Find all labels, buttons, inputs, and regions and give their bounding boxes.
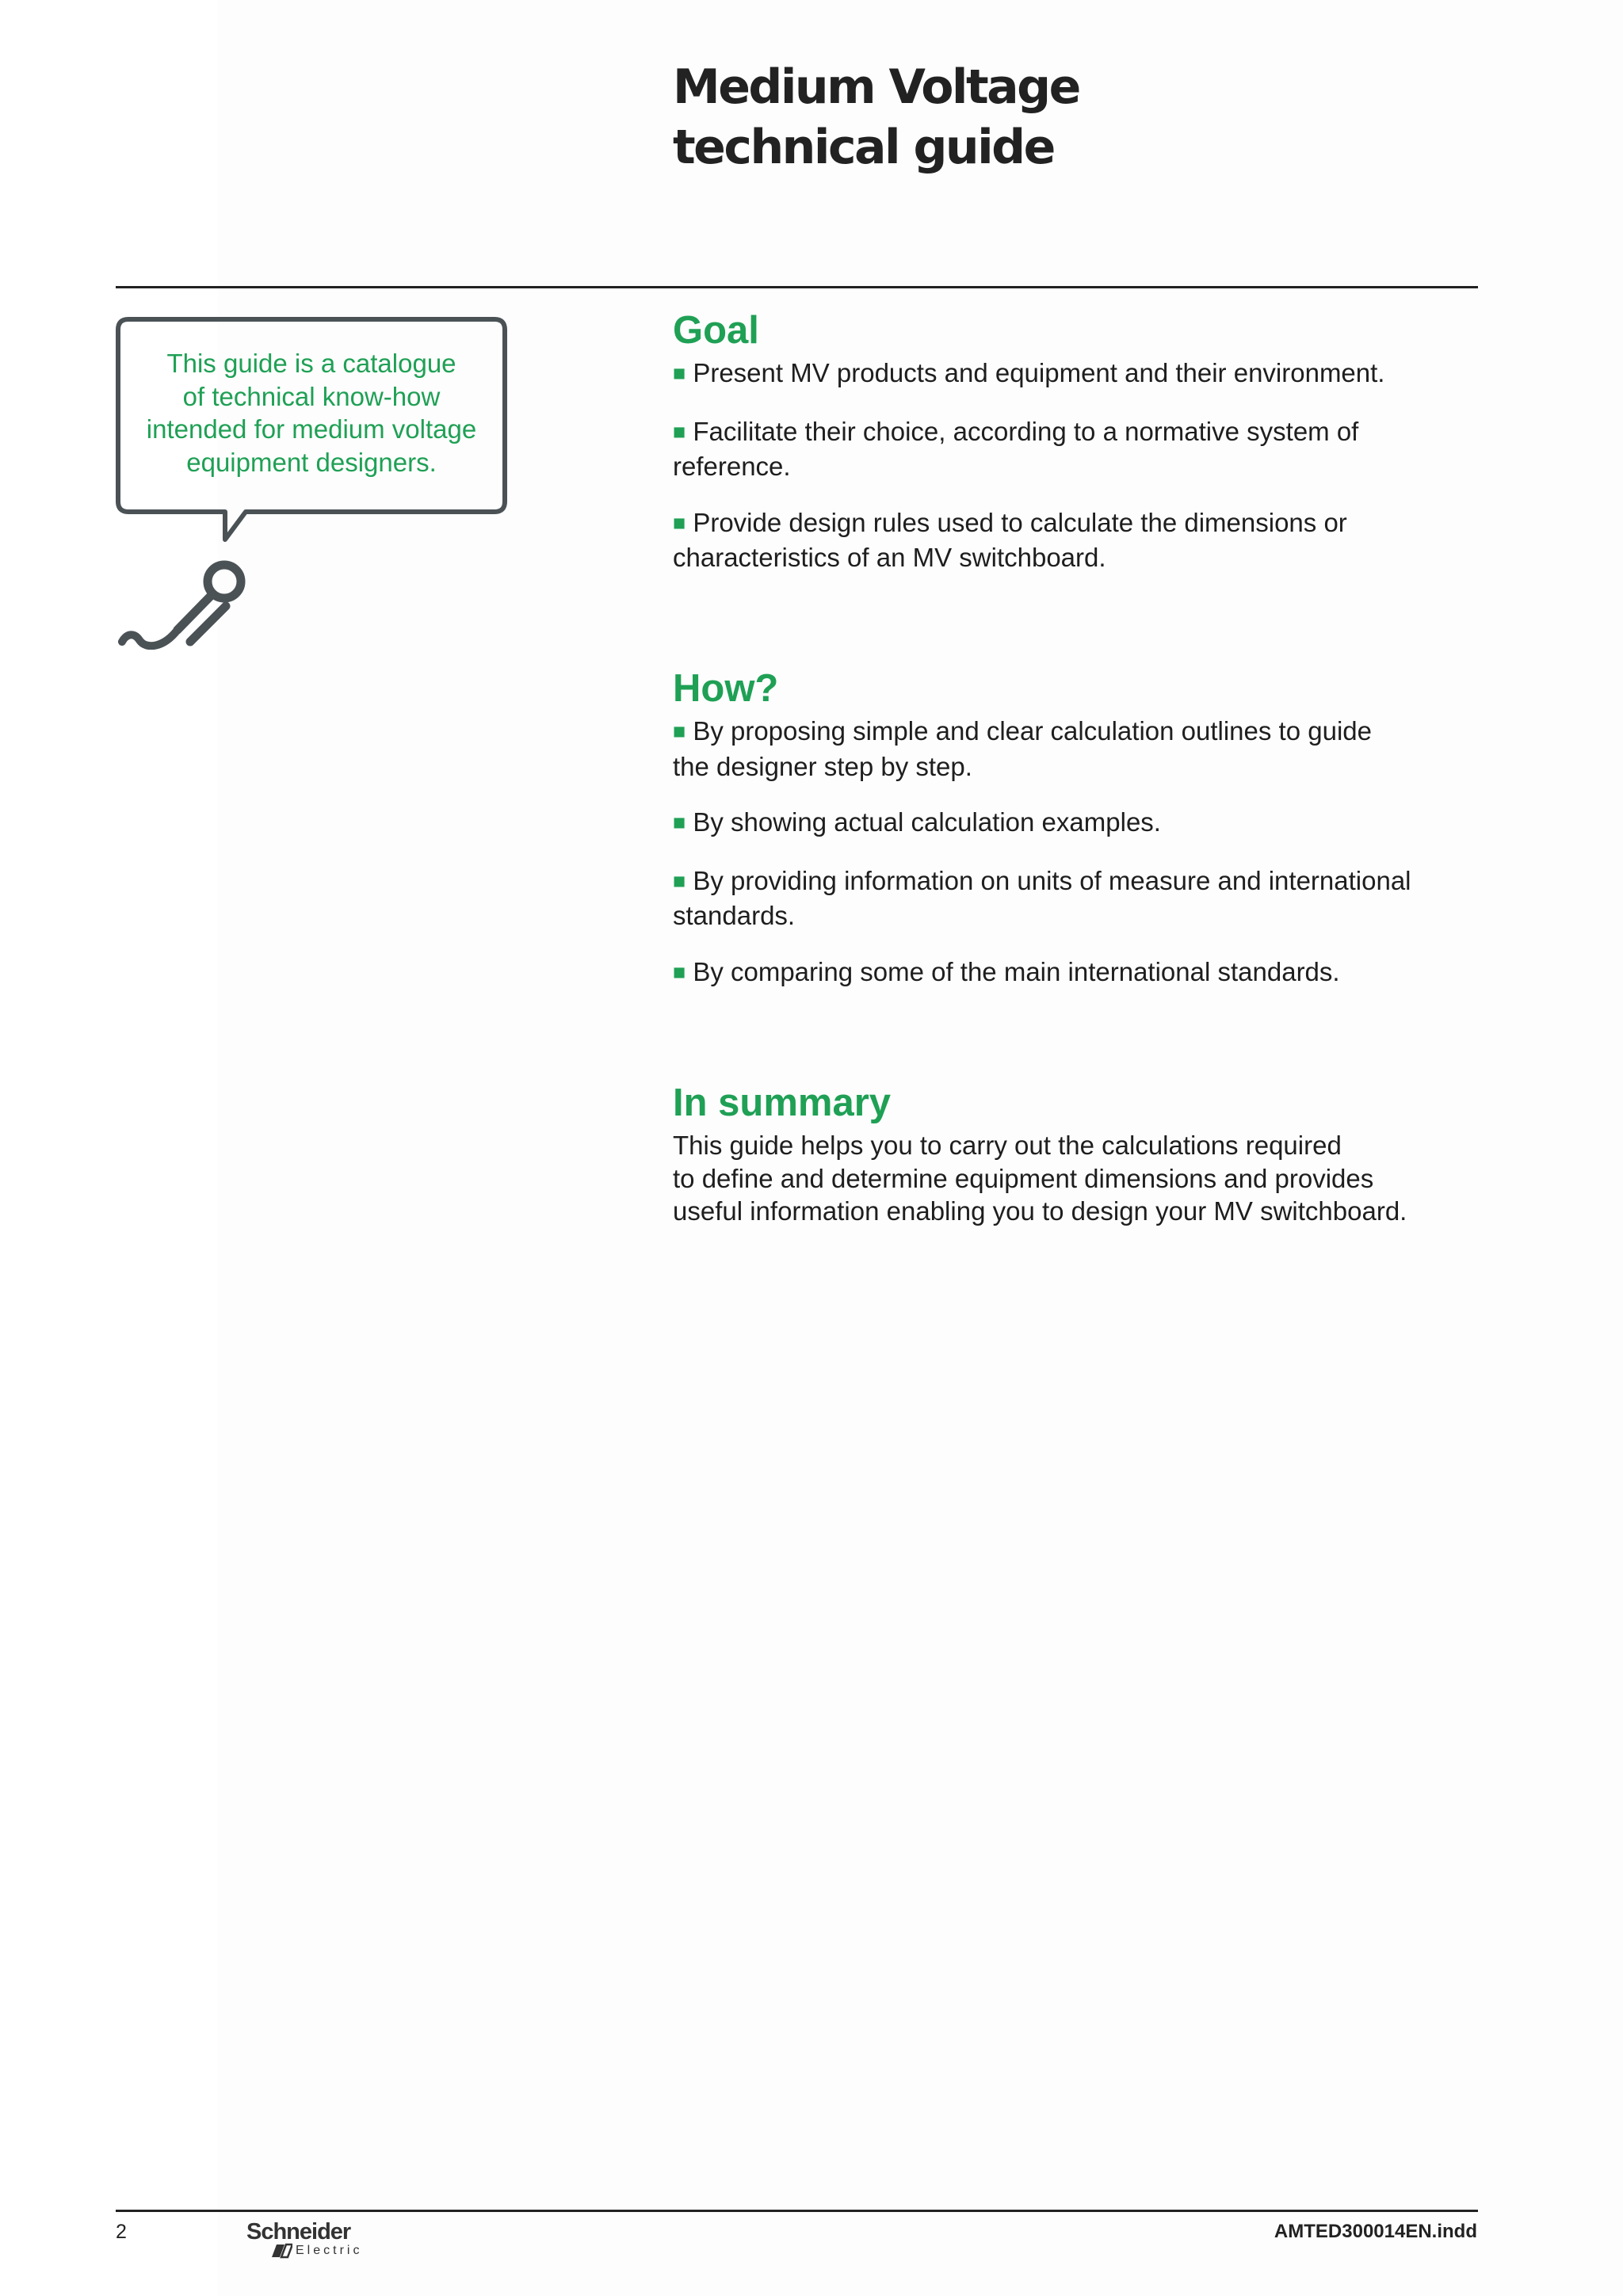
callout-box <box>116 317 507 650</box>
how-heading: How? <box>673 667 779 710</box>
bullet-square-icon: ■ <box>673 510 686 535</box>
how-bullet-2-text: By showing actual calculation examples. <box>693 807 1161 837</box>
summary-line-1: This guide helps you to carry out the calculations required <box>673 1131 1342 1160</box>
how-bullet-3-text: By providing information on units of measure and international standards. <box>673 865 1411 930</box>
how-bullet-4-text: By comparing some of the main international standards. <box>693 956 1340 986</box>
goal-section <box>673 307 1473 574</box>
summary-paragraph <box>673 1129 1473 1228</box>
how-bullet-3 <box>673 864 1434 933</box>
goal-bullet-1-text: Present MV products and equipment and their environment. <box>693 358 1385 387</box>
how-section <box>673 666 1473 990</box>
bullet-square-icon: ■ <box>673 868 686 893</box>
bullet-square-icon: ■ <box>673 419 686 444</box>
how-bullet-2 <box>673 806 1473 841</box>
bullet-square-icon: ■ <box>673 810 686 834</box>
goal-heading: Goal <box>673 309 759 352</box>
callout-line-1: This guide is a catalogue <box>166 349 456 378</box>
goal-bullet-2 <box>673 415 1386 483</box>
how-bullet-1 <box>673 715 1402 783</box>
bullet-square-icon: ■ <box>673 959 686 984</box>
schneider-electric-logo <box>246 2219 373 2259</box>
goal-bullet-1 <box>673 357 1473 392</box>
how-bullet-4 <box>673 955 1473 991</box>
callout-text <box>122 347 501 479</box>
goal-bullet-3-text: Provide design rules used to calculate the dimensions or characteristics of an MV switchboard. <box>673 507 1347 572</box>
goal-bullet-2-text: Facilitate their choice, according to a normative system of reference. <box>673 416 1359 481</box>
how-bullet-1-text: By proposing simple and clear calculation outlines to guide the designer step by step. <box>673 716 1372 781</box>
wrench-icon <box>122 565 241 646</box>
footer-divider <box>116 2210 1478 2212</box>
file-name: AMTED300014EN.indd <box>1274 2221 1477 2242</box>
logo-name: Schneider <box>246 2219 351 2245</box>
page-title <box>673 57 1079 177</box>
callout-line-3: intended for medium voltage <box>146 414 477 444</box>
summary-heading: In summary <box>673 1081 892 1124</box>
summary-line-2: to define and determine equipment dimensions and provides <box>673 1163 1374 1193</box>
goal-bullet-3 <box>673 506 1354 574</box>
callout-line-2: of technical know-how <box>182 381 441 411</box>
page-number: 2 <box>116 2221 127 2243</box>
bullet-square-icon: ■ <box>673 361 686 385</box>
logo-mark-icon <box>272 2243 292 2259</box>
summary-section <box>673 1080 1473 1228</box>
top-divider <box>116 286 1478 288</box>
summary-line-3: useful information enabling you to design your MV switchboard. <box>673 1196 1407 1226</box>
callout-line-4: equipment designers. <box>186 447 437 477</box>
logo-sub: Electric <box>296 2244 363 2257</box>
page-title-line-1: Medium Voltage <box>673 59 1079 115</box>
bullet-square-icon: ■ <box>673 719 686 743</box>
page-title-line-2: technical guide <box>673 120 1054 175</box>
